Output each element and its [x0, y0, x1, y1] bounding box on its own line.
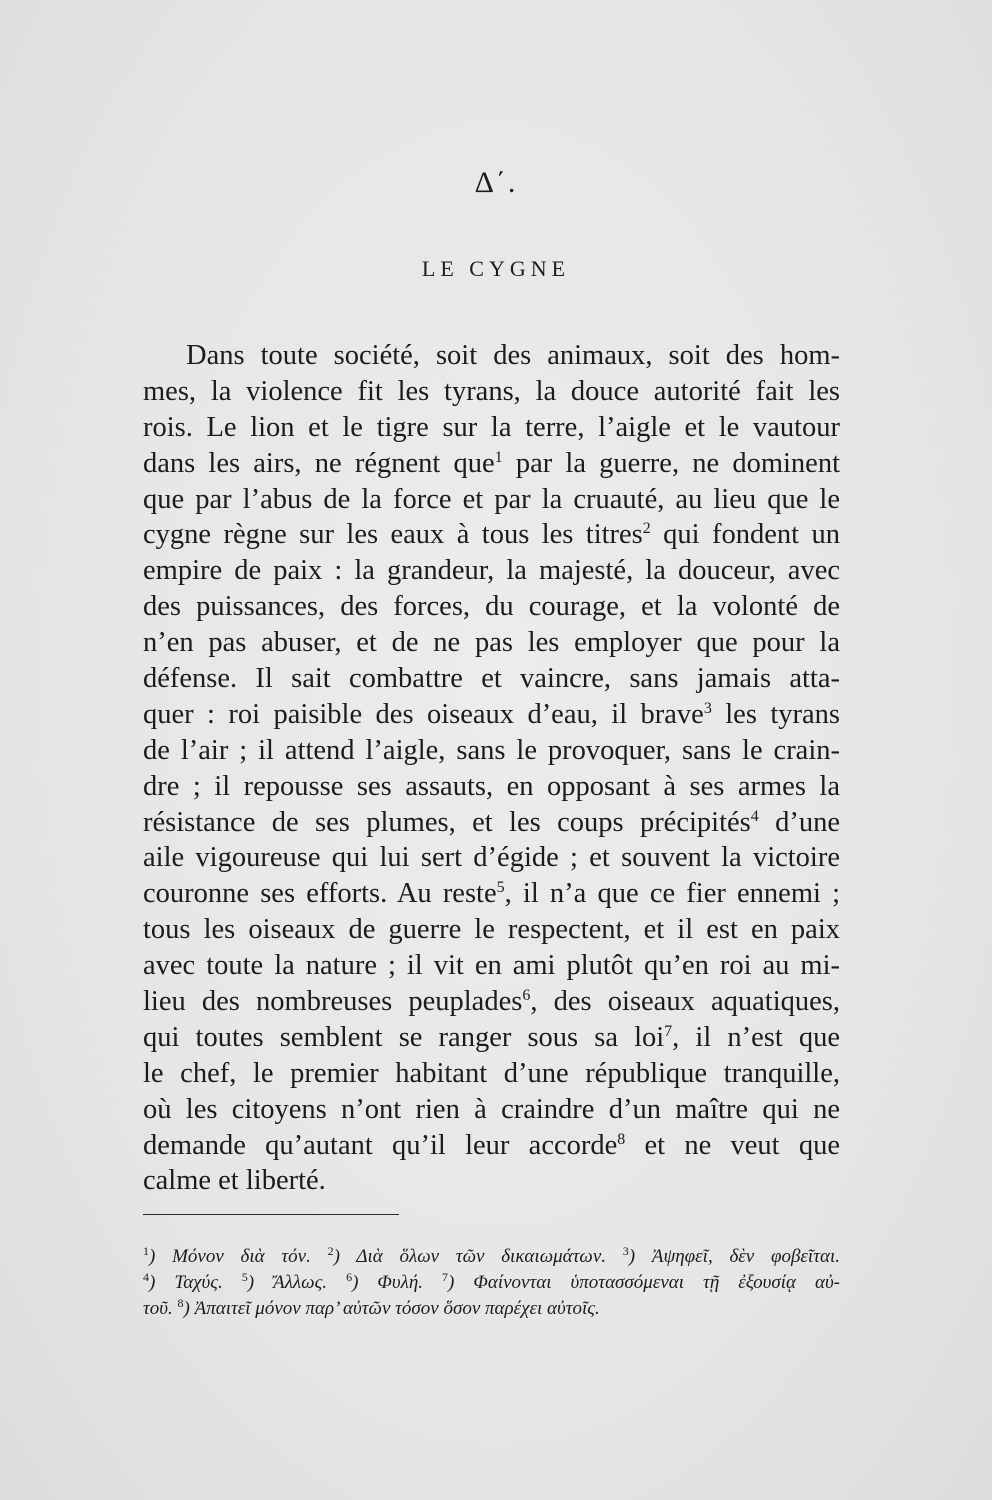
text-segment: le chef, le premier habitant d’une république tranquille, [143, 1057, 840, 1089]
text-segment: tous les oiseaux de guerre le respectent, et il est en paix [143, 914, 840, 946]
paragraph-line [143, 733, 840, 769]
text-segment: ) Ἀψηφεῖ, δὲν φοβεῖται. [628, 1246, 840, 1267]
footnote-marker: 2 [327, 1244, 334, 1258]
paragraph-line [143, 374, 840, 410]
footnote-marker: 8 [177, 1296, 184, 1310]
footnote-line [143, 1270, 840, 1296]
text-segment: dre ; il repousse ses assauts, en opposant à ses armes la [143, 770, 840, 802]
text-segment: mes, la violence fit les tyrans, la douce autorité fait les [143, 375, 840, 407]
paragraph-line [143, 482, 840, 518]
text-segment: calme et liberté. [143, 1165, 326, 1197]
footnote-marker: 5 [241, 1270, 248, 1284]
footnote-marker: 8 [617, 1130, 626, 1148]
paragraph-line [143, 876, 840, 912]
main-paragraph [143, 338, 840, 1199]
footnote-marker: 4 [143, 1270, 149, 1284]
paragraph-line [143, 625, 840, 661]
footnote-marker: 3 [622, 1244, 629, 1258]
paragraph-line [143, 553, 840, 589]
text-segment: couronne ses efforts. Au reste [143, 878, 497, 910]
paragraph-line [143, 1128, 840, 1164]
text-segment: , des oiseaux aquatiques, [530, 986, 840, 1018]
text-segment: Dans toute société, soit des animaux, soit des hom- [186, 340, 840, 371]
footnote-marker: 1 [494, 448, 503, 466]
text-segment: τοῦ. [143, 1298, 178, 1319]
text-segment: ) Διὰ ὅλων τῶν δικαιωμάτων. [333, 1246, 623, 1267]
text-segment: les tyrans [711, 698, 840, 730]
paragraph-line [143, 912, 840, 948]
paragraph-line [143, 1056, 840, 1092]
footnote-marker: 7 [664, 1022, 673, 1040]
footnotes [143, 1244, 840, 1322]
text-segment: par la guerre, ne dominent [502, 447, 841, 479]
text-segment: rois. Le lion et le tigre sur la terre, l’aigle et le vautour [143, 411, 840, 443]
text-segment: et ne veut que [625, 1129, 840, 1161]
footnote-marker: 1 [143, 1244, 149, 1258]
text-segment: qui toutes semblent se ranger sous sa loi [143, 1021, 665, 1053]
text-segment: que par l’abus de la force et par la cruauté, au lieu que le [143, 483, 840, 515]
paragraph-line [143, 589, 840, 625]
text-segment: ) Ἄλλως. [247, 1272, 347, 1293]
text-segment: ) Ταχύς. [149, 1272, 242, 1293]
text-segment: lieu des nombreuses peuplades [143, 986, 523, 1018]
text-segment: dans les airs, ne régnent que [143, 447, 495, 479]
paragraph-line [143, 1163, 840, 1199]
text-segment: ) Φαίνονται ὑποτασσόμεναι τῇ ἐξουσίᾳ αὐ- [448, 1272, 840, 1293]
paragraph-line [143, 446, 840, 482]
paragraph-line [143, 697, 840, 733]
paragraph-line [143, 338, 840, 374]
text-segment: où les citoyens n’ont rien à craindre d’un maître qui ne [143, 1093, 840, 1125]
paragraph-line [143, 948, 840, 984]
text-segment: n’en pas abuser, et de ne pas les employer que pour la [143, 627, 840, 659]
footnote-marker: 5 [496, 879, 505, 897]
paragraph-line [143, 661, 840, 697]
text-segment: résistance de ses plumes, et les coups précipités [143, 806, 751, 838]
paragraph-line [143, 1092, 840, 1128]
text-segment: , il n’est que [672, 1021, 841, 1053]
text-segment: avec toute la nature ; il vit en ami plutôt qu’en roi au mi- [143, 950, 840, 982]
footnote-marker: 6 [346, 1270, 353, 1284]
paragraph-line [143, 769, 840, 805]
footnote-marker: 3 [703, 699, 712, 717]
text-segment: , il n’a que ce fier ennemi ; [504, 878, 841, 910]
footnote-line [143, 1244, 840, 1270]
text-segment: défense. Il sait combattre et vaincre, sans jamais atta- [143, 663, 840, 695]
paragraph-line [143, 410, 840, 446]
paragraph-line [143, 840, 840, 876]
text-segment: empire de paix : la grandeur, la majesté, la douceur, avec [143, 555, 840, 587]
footnote-marker: 2 [642, 520, 651, 538]
section-number: Δ΄. [474, 166, 518, 199]
text-segment: ) Φυλή. [352, 1272, 443, 1293]
paragraph-line [143, 517, 840, 553]
chapter-title: LE CYGNE [421, 256, 571, 281]
text-segment: qui fondent un [650, 519, 840, 551]
text-segment: cygne règne sur les eaux à tous les titres [143, 519, 643, 551]
text-segment: des puissances, des forces, du courage, et la volonté de [143, 591, 840, 623]
text-segment: aile vigoureuse qui lui sert d’égide ; et souvent la victoire [143, 842, 840, 874]
footnote-divider [143, 1214, 399, 1215]
paragraph-line [143, 1020, 840, 1056]
text-segment: de l’air ; il attend l’aigle, sans le provoquer, sans le crain- [143, 734, 840, 766]
text-segment: quer : roi paisible des oiseaux d’eau, il brave [143, 698, 704, 730]
paragraph-line [143, 805, 840, 841]
paragraph-line [143, 984, 840, 1020]
text-segment: ) Ἀπαιτεῖ μόνον παρ’ αὐτῶν τόσον ὅσον παρέχει αὐτοῖς. [183, 1298, 600, 1319]
footnote-marker: 4 [750, 807, 759, 825]
text-segment: d’une [758, 806, 841, 838]
footnote-marker: 7 [442, 1270, 449, 1284]
footnote-line [143, 1296, 840, 1322]
footnote-marker: 6 [522, 987, 531, 1005]
text-segment: ) Μόνον διὰ τόν. [149, 1246, 328, 1267]
text-segment: demande qu’autant qu’il leur accorde [143, 1129, 618, 1161]
